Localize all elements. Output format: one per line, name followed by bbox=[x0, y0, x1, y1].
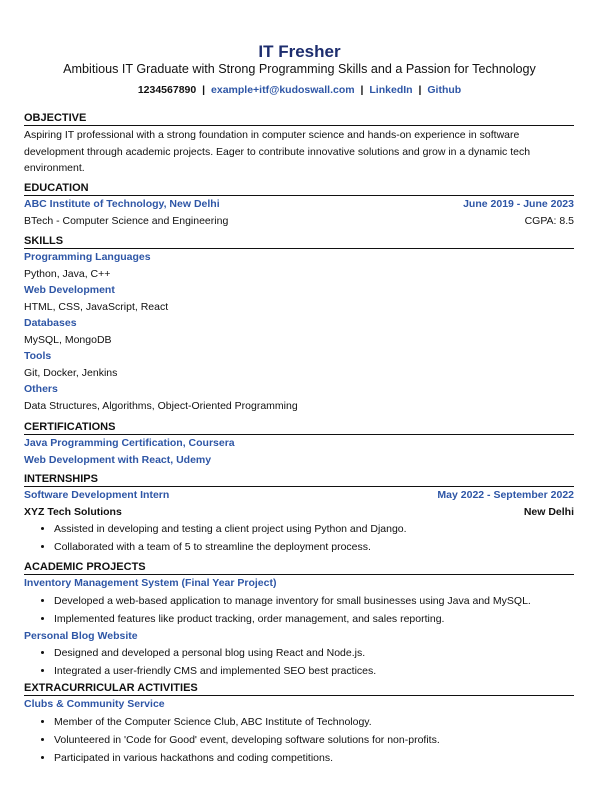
phone-number: 1234567890 bbox=[137, 84, 197, 96]
separator: | bbox=[418, 84, 422, 96]
education-section bbox=[24, 182, 574, 229]
candidate-headline: Ambitious IT Graduate with Strong Programming Skills and a Passion for Technology bbox=[63, 62, 536, 76]
skill-group-name: Others bbox=[24, 383, 58, 395]
project-bullets bbox=[24, 644, 574, 680]
skill-group-name: Web Development bbox=[24, 284, 115, 296]
project-name: Inventory Management System (Final Year Project) bbox=[24, 577, 277, 589]
list-item: • Assisted in developing and testing a client project using Python and Django. bbox=[54, 520, 574, 538]
section-title: INTERNSHIPS bbox=[24, 473, 574, 487]
section-title: ACADEMIC PROJECTS bbox=[24, 561, 574, 575]
project-name: Personal Blog Website bbox=[24, 629, 138, 642]
activities-bullets bbox=[24, 713, 574, 767]
internship-location: New Delhi bbox=[523, 505, 574, 518]
certification-item: Java Programming Certification, Coursera bbox=[24, 437, 235, 449]
list-item: • Implemented features like product tracking, order management, and sales reporting. bbox=[54, 610, 574, 628]
skills-section bbox=[24, 235, 574, 414]
internship-role: Software Development Intern bbox=[24, 489, 170, 501]
skill-group-name: Databases bbox=[24, 317, 77, 329]
section-title: EDUCATION bbox=[24, 182, 574, 196]
education-dates: June 2019 - June 2023 bbox=[463, 198, 574, 210]
list-item: • Member of the Computer Science Club, ABC Institute of Technology. bbox=[54, 713, 574, 731]
contact-line bbox=[0, 84, 599, 96]
degree-name: BTech - Computer Science and Engineering bbox=[24, 214, 229, 227]
certifications-section bbox=[24, 421, 574, 468]
skill-group-name: Tools bbox=[24, 350, 52, 362]
github-link[interactable]: Github bbox=[427, 84, 462, 96]
activities-section bbox=[24, 682, 574, 767]
skill-group-name: Programming Languages bbox=[24, 251, 151, 263]
skill-group-items: Git, Docker, Jenkins bbox=[24, 366, 118, 379]
skill-group-items: Python, Java, C++ bbox=[24, 267, 111, 280]
internships-section bbox=[24, 473, 574, 556]
section-title: SKILLS bbox=[24, 235, 574, 249]
activities-subtitle: Clubs & Community Service bbox=[24, 698, 165, 710]
objective-text: Aspiring IT professional with a strong foundation in computer science and hands-on experience in software development through academic projects. Eager to contribute innovative solutions and grow in a dynamic tech environment. bbox=[24, 129, 531, 174]
skill-group-items: HTML, CSS, JavaScript, React bbox=[24, 300, 169, 313]
list-item: • Integrated a user-friendly CMS and implemented SEO best practices. bbox=[54, 662, 574, 680]
list-item: • Volunteered in 'Code for Good' event, developing software solutions for non-profits. bbox=[54, 731, 574, 749]
separator: | bbox=[202, 84, 206, 96]
list-item: • Collaborated with a team of 5 to streamline the deployment process. bbox=[54, 538, 574, 556]
internship-company: XYZ Tech Solutions bbox=[24, 505, 122, 518]
cgpa: CGPA: 8.5 bbox=[524, 214, 574, 227]
skill-group-items: Data Structures, Algorithms, Object-Oriented Programming bbox=[24, 399, 298, 412]
project-bullets bbox=[24, 592, 574, 628]
email-link[interactable]: example+itf@kudoswall.com bbox=[211, 84, 355, 96]
objective-section bbox=[24, 112, 574, 177]
section-title: EXTRACURRICULAR ACTIVITIES bbox=[24, 682, 574, 696]
list-item: • Participated in various hackathons and coding competitions. bbox=[54, 749, 574, 767]
projects-section bbox=[24, 561, 574, 680]
section-title: OBJECTIVE bbox=[24, 112, 574, 126]
separator: | bbox=[360, 84, 364, 96]
list-item: • Developed a web-based application to manage inventory for small businesses using Java and MySQL. bbox=[54, 592, 574, 610]
candidate-name: IT Fresher bbox=[258, 42, 341, 61]
list-item: • Designed and developed a personal blog using React and Node.js. bbox=[54, 644, 574, 662]
internship-dates: May 2022 - September 2022 bbox=[437, 489, 574, 501]
internship-bullets bbox=[24, 520, 574, 556]
section-title: CERTIFICATIONS bbox=[24, 421, 574, 435]
institution-name: ABC Institute of Technology, New Delhi bbox=[24, 198, 220, 210]
linkedin-link[interactable]: LinkedIn bbox=[369, 84, 413, 96]
skill-group-items: MySQL, MongoDB bbox=[24, 333, 112, 346]
certification-item: Web Development with React, Udemy bbox=[24, 453, 212, 466]
